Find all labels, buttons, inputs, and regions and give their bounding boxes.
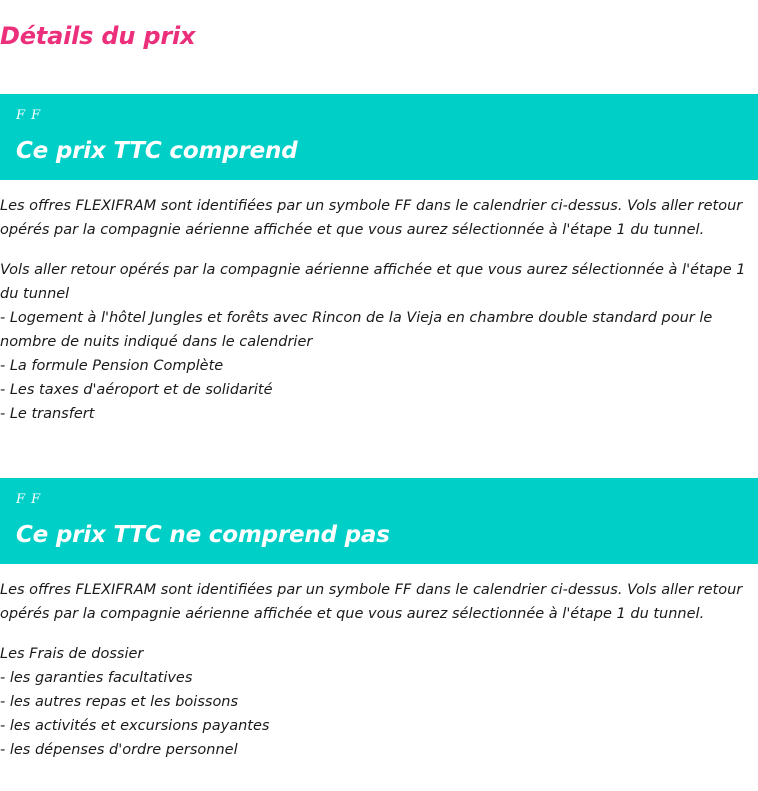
section-title-excluded: Ce prix TTC ne comprend pas [16, 522, 390, 548]
spacer-top [0, 50, 758, 94]
included-list [0, 242, 758, 426]
page-title: Détails du prix [0, 22, 196, 50]
excluded-list [0, 626, 758, 762]
list-item: - Les taxes d'aéroport et de solidarité [0, 382, 273, 398]
section-price-included [0, 94, 758, 426]
flexifram-badge-icon: F F [16, 492, 42, 507]
list-item: Vols aller retour opérés par la compagnie aérienne affichée et que vous aurez sélectionnée à l'étape 1 du tunnel [0, 262, 746, 302]
list-item: Les Frais de dossier [0, 646, 144, 662]
section-intro-included: Les offres FLEXIFRAM sont identifiées par un symbole FF dans le calendrier ci-dessus. Vols aller retour opérés par la compagnie aérienne affichée et que vous aurez sélectionnée à l'étape 1 du tunnel. [0, 198, 743, 238]
section-intro-excluded: Les offres FLEXIFRAM sont identifiées par un symbole FF dans le calendrier ci-dessus. Vols aller retour opérés par la compagnie aérienne affichée et que vous aurez sélectionnée à l'étape 1 du tunnel. [0, 582, 743, 622]
list-item: - les dépenses d'ordre personnel [0, 742, 238, 758]
list-item: - les activités et excursions payantes [0, 718, 270, 734]
section-body-excluded [0, 564, 758, 762]
section-body-included [0, 180, 758, 426]
list-item: - les autres repas et les boissons [0, 694, 239, 710]
list-item: - Le transfert [0, 406, 95, 422]
section-title-included: Ce prix TTC comprend [16, 138, 298, 164]
spacer-between-sections [0, 426, 758, 478]
list-item: - les garanties facultatives [0, 670, 193, 686]
section-header-excluded [0, 478, 758, 564]
section-header-included [0, 94, 758, 180]
list-item: - La formule Pension Complète [0, 358, 224, 374]
list-item: - Logement à l'hôtel Jungles et forêts avec Rincon de la Vieja en chambre double standard pour le nombre de nuits indiqué dans le calendrier [0, 310, 713, 350]
section-price-excluded [0, 478, 758, 762]
flexifram-badge-icon: F F [16, 108, 42, 123]
